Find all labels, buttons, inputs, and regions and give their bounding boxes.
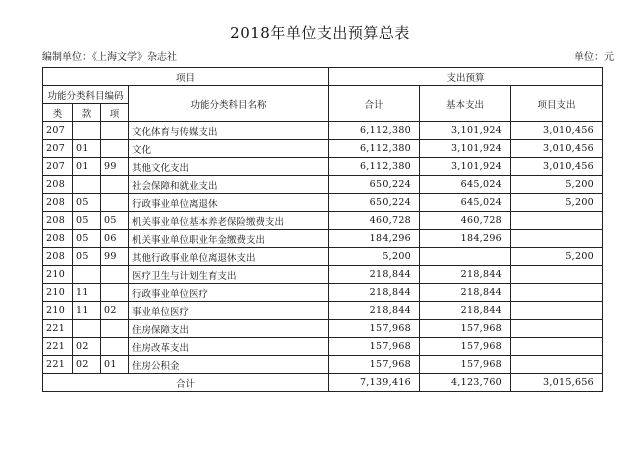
cell-xiang: 99: [101, 248, 129, 266]
cell-name: 住房公积金: [129, 356, 329, 374]
cell-project: [511, 230, 603, 248]
cell-name: 行政事业单位离退休: [129, 194, 329, 212]
cell-name: 社会保障和就业支出: [129, 176, 329, 194]
cell-total: 157,968: [329, 338, 420, 356]
cell-name: 机关事业单位职业年金缴费支出: [129, 230, 329, 248]
cell-kuan: 11: [73, 302, 101, 320]
cell-lei: 208: [43, 176, 73, 194]
cell-lei: 207: [43, 122, 73, 140]
cell-lei: 221: [43, 356, 73, 374]
table-row: [43, 284, 603, 302]
cell-total: 5,200: [329, 248, 420, 266]
table-row: [43, 302, 603, 320]
cell-project: 5,200: [511, 194, 603, 212]
cell-total: 460,728: [329, 212, 420, 230]
cell-kuan: 05: [73, 212, 101, 230]
cell-basic: 218,844: [420, 302, 511, 320]
cell-name: 住房保障支出: [129, 320, 329, 338]
cell-name: 事业单位医疗: [129, 302, 329, 320]
table-row: [43, 158, 603, 176]
cell-basic: 218,844: [420, 266, 511, 284]
cell-total: 157,968: [329, 356, 420, 374]
cell-name: 文化: [129, 140, 329, 158]
cell-basic: 157,968: [420, 320, 511, 338]
cell-basic: 460,728: [420, 212, 511, 230]
cell-total: 218,844: [329, 266, 420, 284]
header-budget: 支出预算: [329, 68, 603, 86]
cell-total: 218,844: [329, 302, 420, 320]
cell-lei: 207: [43, 140, 73, 158]
cell-xiang: [101, 140, 129, 158]
cell-xiang: 01: [101, 356, 129, 374]
cell-xiang: 05: [101, 212, 129, 230]
cell-kuan: 02: [73, 338, 101, 356]
cell-basic: [420, 248, 511, 266]
cell-project: [511, 212, 603, 230]
header-basic: 基本支出: [420, 86, 511, 122]
cell-project: 5,200: [511, 248, 603, 266]
cell-total: 6,112,380: [329, 122, 420, 140]
table-row: [43, 248, 603, 266]
cell-kuan: 11: [73, 284, 101, 302]
table-body: [43, 122, 603, 374]
cell-name: 其他行政事业单位离退休支出: [129, 248, 329, 266]
cell-project: [511, 284, 603, 302]
table-row: [43, 356, 603, 374]
cell-xiang: [101, 176, 129, 194]
cell-basic: 157,968: [420, 338, 511, 356]
table-row: [43, 212, 603, 230]
table-row: [43, 320, 603, 338]
cell-basic: 645,024: [420, 194, 511, 212]
cell-lei: 221: [43, 320, 73, 338]
cell-project: [511, 338, 603, 356]
cell-basic: 3,101,924: [420, 140, 511, 158]
cell-project: [511, 320, 603, 338]
header-xiang: 项: [101, 104, 129, 122]
table-row: [43, 266, 603, 284]
unit-label: 编制单位：《上海文学》杂志社: [42, 52, 177, 63]
header-name: 功能分类科目名称: [129, 86, 329, 122]
cell-basic: 3,101,924: [420, 158, 511, 176]
cell-basic: 645,024: [420, 176, 511, 194]
cell-total: 6,112,380: [329, 140, 420, 158]
header-lei: 类: [43, 104, 73, 122]
cell-project: [511, 302, 603, 320]
header-project: 项目支出: [511, 86, 603, 122]
cell-lei: 208: [43, 248, 73, 266]
cell-kuan: 05: [73, 248, 101, 266]
cell-project: 3,010,456: [511, 158, 603, 176]
table-row: [43, 230, 603, 248]
cell-xiang: 99: [101, 158, 129, 176]
cell-project: [511, 356, 603, 374]
cell-xiang: [101, 194, 129, 212]
cell-lei: 208: [43, 212, 73, 230]
cell-xiang: [101, 266, 129, 284]
cell-lei: 208: [43, 230, 73, 248]
cell-name: 医疗卫生与计划生育支出: [129, 266, 329, 284]
cell-xiang: 02: [101, 302, 129, 320]
cell-basic: 184,296: [420, 230, 511, 248]
cell-total: 184,296: [329, 230, 420, 248]
header-total: 合计: [329, 86, 420, 122]
footer-total: 7,139,416: [329, 374, 420, 392]
cell-name: 住房改革支出: [129, 338, 329, 356]
cell-kuan: 01: [73, 140, 101, 158]
cell-kuan: 01: [73, 158, 101, 176]
footer-project: 3,015,656: [511, 374, 603, 392]
cell-project: 3,010,456: [511, 140, 603, 158]
cell-lei: 210: [43, 284, 73, 302]
cell-xiang: [101, 284, 129, 302]
header-kuan: 款: [73, 104, 101, 122]
cell-basic: 218,844: [420, 284, 511, 302]
cell-basic: 157,968: [420, 356, 511, 374]
cell-kuan: [73, 320, 101, 338]
cell-kuan: 02: [73, 356, 101, 374]
cell-xiang: [101, 338, 129, 356]
footer-basic: 4,123,760: [420, 374, 511, 392]
table-row: [43, 338, 603, 356]
cell-kuan: [73, 122, 101, 140]
footer-label: 合计: [43, 374, 329, 392]
table-row: [43, 140, 603, 158]
header-item: 项目: [43, 68, 329, 86]
cell-lei: 207: [43, 158, 73, 176]
cell-xiang: [101, 122, 129, 140]
cell-name: 文化体育与传媒支出: [129, 122, 329, 140]
cell-kuan: [73, 266, 101, 284]
cell-total: 218,844: [329, 284, 420, 302]
cell-lei: 210: [43, 266, 73, 284]
table-row: [43, 122, 603, 140]
table-row: [43, 194, 603, 212]
cell-total: 650,224: [329, 194, 420, 212]
cell-total: 650,224: [329, 176, 420, 194]
header-code-group: 功能分类科目编码: [43, 86, 129, 104]
cell-project: 3,010,456: [511, 122, 603, 140]
cell-name: 行政事业单位医疗: [129, 284, 329, 302]
cell-lei: 210: [43, 302, 73, 320]
currency-label: 单位：元: [574, 52, 614, 63]
cell-lei: 208: [43, 194, 73, 212]
cell-kuan: [73, 176, 101, 194]
cell-name: 机关事业单位基本养老保险缴费支出: [129, 212, 329, 230]
total-row: [43, 374, 603, 392]
cell-total: 157,968: [329, 320, 420, 338]
table-row: [43, 176, 603, 194]
cell-total: 6,112,380: [329, 158, 420, 176]
cell-xiang: [101, 320, 129, 338]
page-title: 2018年单位支出预算总表: [230, 24, 410, 42]
cell-project: [511, 266, 603, 284]
cell-project: 5,200: [511, 176, 603, 194]
cell-kuan: 05: [73, 194, 101, 212]
cell-xiang: 06: [101, 230, 129, 248]
cell-kuan: 05: [73, 230, 101, 248]
cell-lei: 221: [43, 338, 73, 356]
cell-name: 其他文化支出: [129, 158, 329, 176]
cell-basic: 3,101,924: [420, 122, 511, 140]
budget-table: [42, 67, 603, 392]
